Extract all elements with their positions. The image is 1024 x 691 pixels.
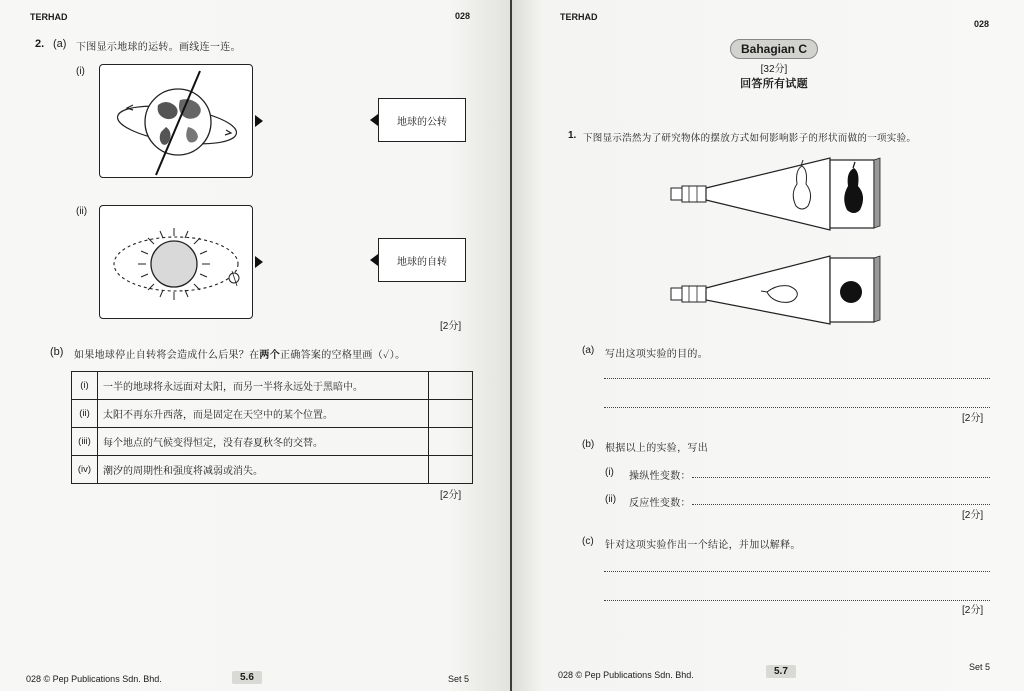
tick-box[interactable]	[429, 372, 473, 400]
marks-part-a: [2分]	[962, 413, 984, 424]
section-instruction: 回答所有试题	[740, 77, 808, 90]
connector-pointer-choice-1	[370, 114, 378, 126]
option-row	[72, 400, 473, 428]
page-number: 5.6	[232, 671, 262, 684]
answer-line[interactable]	[604, 600, 990, 601]
earth-axis-icon	[100, 65, 254, 179]
section-marks: [32分]	[760, 64, 788, 75]
answer-options-table	[71, 371, 473, 484]
part-b-item-ii-label: (ii)	[605, 494, 617, 505]
tick-box[interactable]	[429, 428, 473, 456]
answer-line[interactable]	[604, 407, 990, 408]
part-b-text: 根据以上的实验，写出	[605, 443, 708, 454]
sun-orbit-icon	[100, 206, 254, 320]
torch-icon	[671, 286, 706, 302]
part-c-text: 针对这项实验作出一个结论，并加以解释。	[605, 540, 801, 551]
classification-label: TERHAD	[30, 12, 68, 22]
option-number: (i)	[72, 372, 98, 400]
answer-line[interactable]	[604, 571, 990, 572]
earth-orbit-picture	[99, 205, 253, 319]
option-row	[72, 456, 473, 484]
option-number: (iii)	[72, 428, 98, 456]
footer-set: Set 5	[969, 662, 991, 672]
choice-box-rotation[interactable]	[378, 238, 466, 282]
part-a-instruction: 下图显示地球的运转。画线连一连。	[76, 42, 241, 53]
footer-publisher: 028 © Pep Publications Sdn. Bhd.	[26, 674, 162, 684]
part-b-item-i-label: (i)	[605, 467, 614, 478]
option-text: 一半的地球将永远面对太阳，而另一半将永远处于黑暗中。	[98, 372, 429, 400]
question-stem: 下图显示浩然为了研究物体的摆放方式如何影响影子的形状而做的一项实验。	[583, 133, 917, 144]
option-text: 每个地点的气候变得恒定，没有春夏秋冬的交替。	[98, 428, 429, 456]
choice-box-revolution[interactable]	[378, 98, 466, 142]
part-a-text: 写出这项实验的目的。	[605, 349, 708, 360]
tick-box[interactable]	[429, 400, 473, 428]
item-ii-label: (ii)	[76, 206, 88, 217]
item-i-label: (i)	[76, 66, 85, 77]
page-number: 5.7	[766, 665, 796, 678]
marks-part-b: [2分]	[962, 510, 984, 521]
part-b-instruction	[74, 346, 405, 361]
answer-line[interactable]	[604, 378, 990, 379]
option-number: (iv)	[72, 456, 98, 484]
responding-variable-label: 反应性变数：	[629, 498, 691, 509]
part-b-label: (b)	[582, 439, 595, 450]
manipulated-variable-label: 操纵性变数：	[629, 471, 691, 482]
section-heading	[702, 38, 846, 57]
connector-pointer-i	[255, 115, 263, 127]
classification-label: TERHAD	[560, 12, 598, 22]
option-number: (ii)	[72, 400, 98, 428]
manipulated-variable-answer-line[interactable]	[692, 477, 990, 478]
instruction-post: 正确答案的空格里画（✓）。	[280, 350, 406, 361]
part-a-label: (a)	[582, 345, 595, 356]
option-text: 潮汐的周期性和强度将减弱或消失。	[98, 456, 429, 484]
shadow-experiment-diagram	[667, 152, 887, 327]
instruction-pre: 如果地球停止自转将会造成什么后果？在	[74, 350, 260, 361]
instruction-emphasis: 两个	[259, 350, 281, 361]
torch-icon	[671, 186, 706, 202]
marks-part-b: [2分]	[440, 490, 462, 501]
option-row	[72, 372, 473, 400]
choice-label: 地球的自转	[397, 256, 447, 268]
marks-part-c: [2分]	[962, 605, 984, 616]
paper-code: 028	[974, 19, 990, 29]
question-number: 2.	[35, 38, 45, 50]
part-c-label: (c)	[582, 536, 594, 547]
right-page	[512, 0, 1024, 691]
connector-pointer-choice-2	[370, 254, 378, 266]
paper-code: 028	[455, 11, 471, 21]
choice-label: 地球的公转	[397, 116, 447, 128]
option-row	[72, 428, 473, 456]
part-a-label: (a)	[53, 38, 67, 50]
connector-pointer-ii	[255, 256, 263, 268]
earth-rotation-picture	[99, 64, 253, 178]
left-page	[0, 0, 510, 691]
footer-set: Set 5	[448, 674, 470, 684]
question-number: 1.	[568, 130, 577, 141]
part-b-label: (b)	[50, 346, 64, 358]
marks-part-a: [2分]	[440, 321, 462, 332]
responding-variable-answer-line[interactable]	[692, 504, 990, 505]
section-badge: Bahagian C	[730, 39, 818, 59]
tick-box[interactable]	[429, 456, 473, 484]
footer-publisher: 028 © Pep Publications Sdn. Bhd.	[558, 670, 694, 680]
option-text: 太阳不再东升西落，而是固定在天空中的某个位置。	[98, 400, 429, 428]
